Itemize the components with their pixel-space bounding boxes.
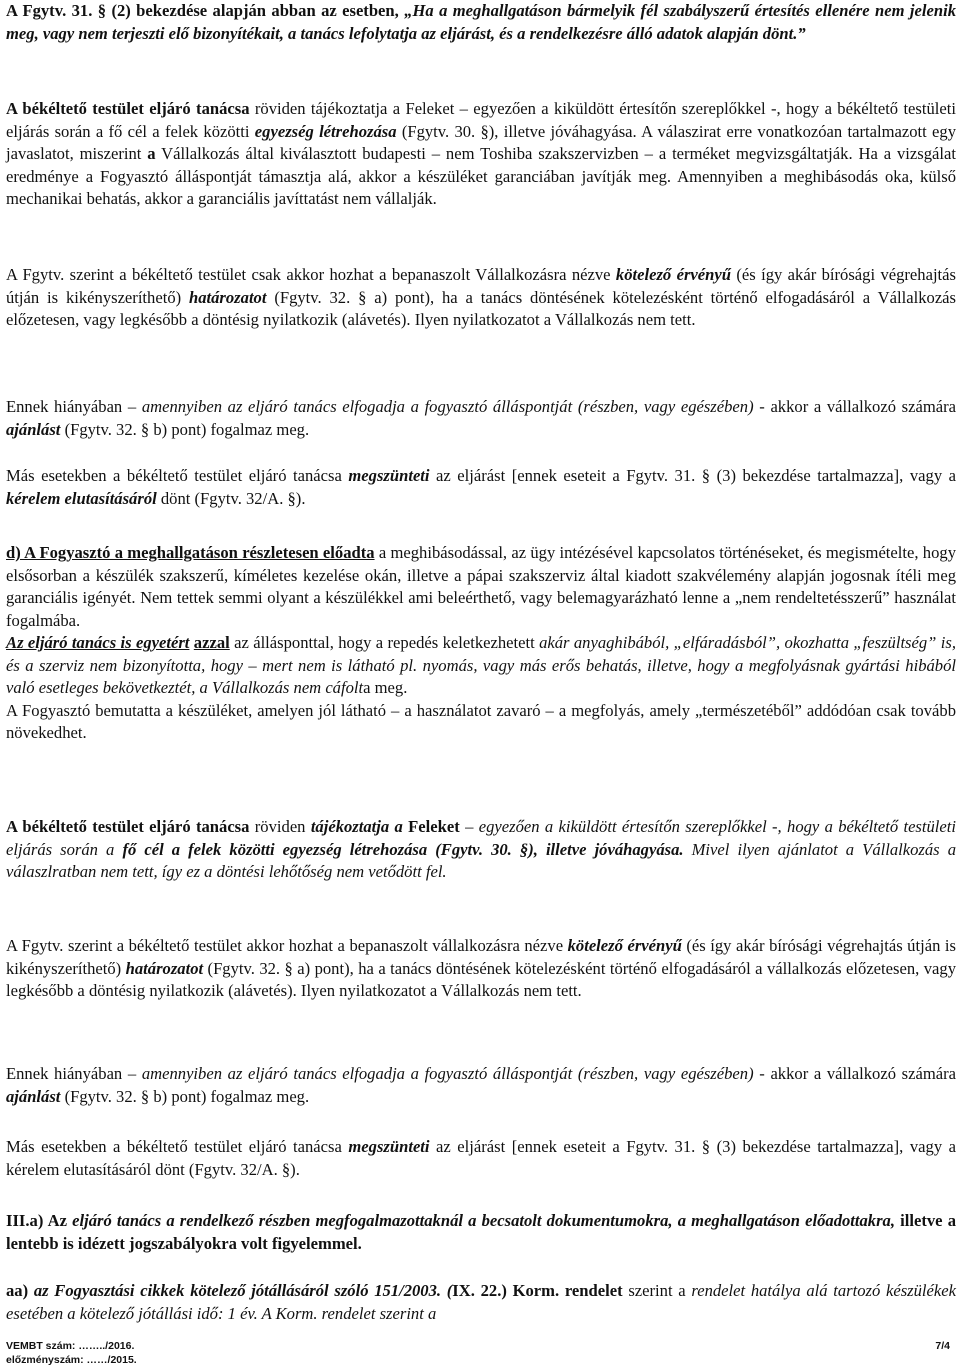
emphasis: határozatot bbox=[189, 287, 267, 307]
page-footer bbox=[6, 1339, 956, 1367]
emphasis: tájékoztatja a bbox=[310, 817, 403, 836]
text: - akkor a vállalkozó számára bbox=[753, 1064, 956, 1083]
page-number: 7/4 bbox=[935, 1340, 950, 1352]
emphasis: Feleket bbox=[402, 817, 460, 836]
item-label: aa) bbox=[6, 1281, 29, 1300]
text: Az bbox=[43, 1211, 73, 1230]
paragraph-binding-decision-2 bbox=[6, 935, 956, 1003]
paragraph-lead: A Fgytv. 31. § (2) bekezdése alapján abban az esetben, bbox=[6, 1, 405, 20]
emphasis: ajánlást bbox=[6, 419, 61, 439]
section-number: III.a) bbox=[6, 1211, 44, 1230]
panel-name: A békéltető testület eljáró tanácsa bbox=[6, 99, 250, 118]
paragraph-recommendation-2 bbox=[6, 1063, 956, 1108]
text: röviden tájékoztatja a Feleket – egyezően a kiküldött értesítőn szereplőkkel -, hogy a békéltető testületi eljárás során a fő cél a felek közötti bbox=[6, 99, 956, 141]
text: – bbox=[459, 817, 479, 836]
italic-text: akár anyaghibából, „elfáradásból”, okozhatta „feszültség” is, és a szerviz nem bizonyította, hogy – mert nem is látható pl. nyomás, vagy más erős behatás, illetve, hogy a megfolyásnak gyártási hibából való esetleges bekövetkeztét, a Vállalkozás nem cáfolt bbox=[6, 633, 956, 697]
paragraph-recommendation bbox=[6, 396, 956, 441]
emphasis: az Fogyasztási cikkek kötelező jótállásáról szóló 151/2003. ( bbox=[28, 1281, 453, 1300]
paragraph-termination-2 bbox=[6, 1136, 956, 1181]
text: (Fgytv. 32. § a) pont), ha a tanács döntésének kötelezésként történő elfogadásáról a Vállalkozás előzetesen, vagy legkésőbb a döntésig nyilatkozik (alávetés). Ilyen nyilatkozatot a Vállalkozás nem tett. bbox=[6, 287, 957, 329]
text: (és így akár bírósági végrehajtás útján is kikényszeríthető) bbox=[6, 265, 956, 307]
text: (Fgytv. 32. § a) pont), ha a tanács döntésének kötelezésként történő elfogadásáról a vállalkozás előzetesen, vagy legkésőbb a döntésig nyilatkozik (alávetés). Ilyen nyilatkozatot a Vállalkozás nem tett. bbox=[6, 958, 956, 1000]
emphasis: kérelem elutasításáról bbox=[6, 488, 157, 508]
text: a bbox=[147, 144, 156, 163]
text: Más esetekben a békéltető testület eljáró tanácsa bbox=[6, 1137, 349, 1156]
text: A Fgytv. szerint a békéltető testület csak akkor hozhat a bepanaszolt Vállalkozásra nézve bbox=[6, 265, 616, 284]
italic-text: amennyiben az eljáró tanács elfogadja a fogyasztó álláspontját (részben, vagy egészében) bbox=[141, 397, 754, 416]
emphasis: egyezség létrehozása bbox=[254, 121, 397, 141]
text: az eljárást [ennek eseteit a Fgytv. 31. § (3) bekezdése tartalmazza], vagy a kérelem elutasításáról dönt (Fgytv. 32/A. §). bbox=[6, 1137, 957, 1179]
text: a meg. bbox=[363, 678, 408, 697]
text: a meghibásodással, az ügy intézésével kapcsolatos történéseket, és megismételte, hogy elsősorban a készülék szakszerű, kíméletes kezelése okán, illetve a pápai szakszerviz által kiadott szakvélemény alapján jogosnak ítéli meg garanciális igényét. Nem tettek semmi olyant a készülékkel ami beleérthető, vagy belemagyarázható lenne a „nem rendeltetésszerű” használat fogalmába. bbox=[6, 543, 956, 630]
paragraph-briefing-2 bbox=[6, 816, 956, 884]
italic-text: egyezően a kiküldött értesítőn szereplőkkel -, hogy a békéltető testületi eljárás során a bbox=[6, 817, 956, 859]
text: A Fogyasztó bemutatta a készüléket, amelyen jól látható – a használatot zavaró – a megfolyás, amely „természetéből” addódóan csak tovább növekedhet. bbox=[6, 700, 956, 742]
text: (Fgytv. 32. § b) pont) fogalmaz meg. bbox=[60, 419, 310, 439]
paragraph-aa bbox=[6, 1280, 956, 1325]
emphasis: azzal bbox=[193, 633, 230, 652]
text: (Fgytv. 32. § b) pont) fogalmaz meg. bbox=[60, 1086, 310, 1106]
panel-name: A békéltető testület eljáró tanácsa bbox=[6, 817, 250, 836]
emphasis: eljáró tanács a rendelkező részben megfogalmazottaknál a becsatolt dokumentumokra, a bbox=[72, 1211, 686, 1230]
text: Ennek hiányában – bbox=[6, 1064, 142, 1083]
text: Ennek hiányában – bbox=[6, 397, 142, 416]
text: az eljárást [ennek eseteit a Fgytv. 31. § (3) bekezdése tartalmazza], vagy a bbox=[429, 466, 957, 485]
emphasis: megszünteti bbox=[348, 466, 430, 485]
paragraph-consumer-hearing bbox=[6, 542, 956, 745]
emphasis: kötelező érvényű bbox=[615, 265, 731, 284]
text: az állásponttal, hogy a repedés keletkezhetett bbox=[229, 633, 540, 652]
emphasis: megszünteti bbox=[348, 1137, 430, 1156]
text: - akkor a vállalkozó számára bbox=[753, 397, 956, 416]
paragraph-termination bbox=[6, 465, 956, 510]
case-number: VEMBT szám: ……../2016. bbox=[6, 1340, 135, 1352]
text: dönt (Fgytv. 32/A. §). bbox=[156, 488, 306, 508]
text: Vállalkozás által kiválasztott budapesti – nem Toshiba szakszervizben – a terméket megvizsgáltatják. Ha a vizsgálat eredménye a Fogyasztó álláspontját támasztja alá, akkor a készüléket garanciában javítják meg. Amennyiben a meghibásodás oka, külső mechanikai behatás, akkor a garanciális javíttatást nem vállalják. bbox=[6, 144, 956, 208]
paragraph-section-III bbox=[6, 1210, 956, 1255]
paragraph-binding-decision bbox=[6, 264, 956, 332]
text: illetve a lentebb is idézett jogszabályokra volt figyelemmel. bbox=[6, 1211, 957, 1253]
emphasis: határozatot bbox=[125, 958, 204, 978]
text: (Fgytv. 30. §), illetve jóváhagyása. bbox=[396, 121, 637, 141]
text: A válaszirat erre vonatkozóan tartalmazott egy javaslatot, miszerint bbox=[6, 121, 956, 163]
emphasis: meghallgatáson előadottakra, bbox=[686, 1211, 895, 1230]
emphasis: kötelező érvényű bbox=[567, 936, 682, 955]
italic-text: rendelet hatálya alá tartozó készülékek esetében a kötelező jótállási idő: 1 év. A Korm. rendelet szerint a bbox=[6, 1281, 957, 1323]
emphasis: ) Korm. rendelet bbox=[501, 1281, 623, 1300]
paragraph-fgytv-31 bbox=[6, 0, 956, 45]
section-heading: d) A Fogyasztó a meghallgatáson részletesen előadta bbox=[6, 543, 375, 562]
emphasis: fő cél a felek közötti egyezség létrehozása (Fgytv. 30. §), illetve jóváhagyása. bbox=[122, 839, 684, 859]
paragraph-briefing bbox=[6, 98, 956, 211]
emphasis: Az eljáró tanács is egyetért bbox=[6, 633, 190, 652]
prior-case-number: előzményszám: ……/2015. bbox=[6, 1354, 137, 1366]
quote: „Ha a meghallgatáson bármelyik fél szabályszerű értesítés ellenére nem jelenik meg, vagy nem terjeszti elő bizonyítékait, a tanács lefolytatja az eljárást, és a rendelkezésre álló adatok alapján dönt.” bbox=[6, 1, 956, 43]
text: röviden bbox=[249, 817, 311, 836]
italic-text: Mivel ilyen ajánlatot a Vállalkozás a válaszlratban nem tett, így ez a döntési lehőtőség nem vetődött fel. bbox=[6, 839, 956, 881]
text: A Fgytv. szerint a békéltető testület akkor hozhat a bepanaszolt vállalkozásra nézve bbox=[6, 936, 568, 955]
italic-text: amennyiben az eljáró tanács elfogadja a fogyasztó álláspontját (részben, vagy egészében) bbox=[141, 1064, 754, 1083]
text: (és így akár bírósági végrehajtás útján is kikényszeríthető) bbox=[6, 936, 956, 978]
text: szerint a bbox=[622, 1281, 692, 1300]
emphasis: IX. 22. bbox=[452, 1281, 502, 1300]
emphasis: ajánlást bbox=[6, 1086, 61, 1106]
text: Más esetekben a békéltető testület eljáró tanácsa bbox=[6, 466, 349, 485]
